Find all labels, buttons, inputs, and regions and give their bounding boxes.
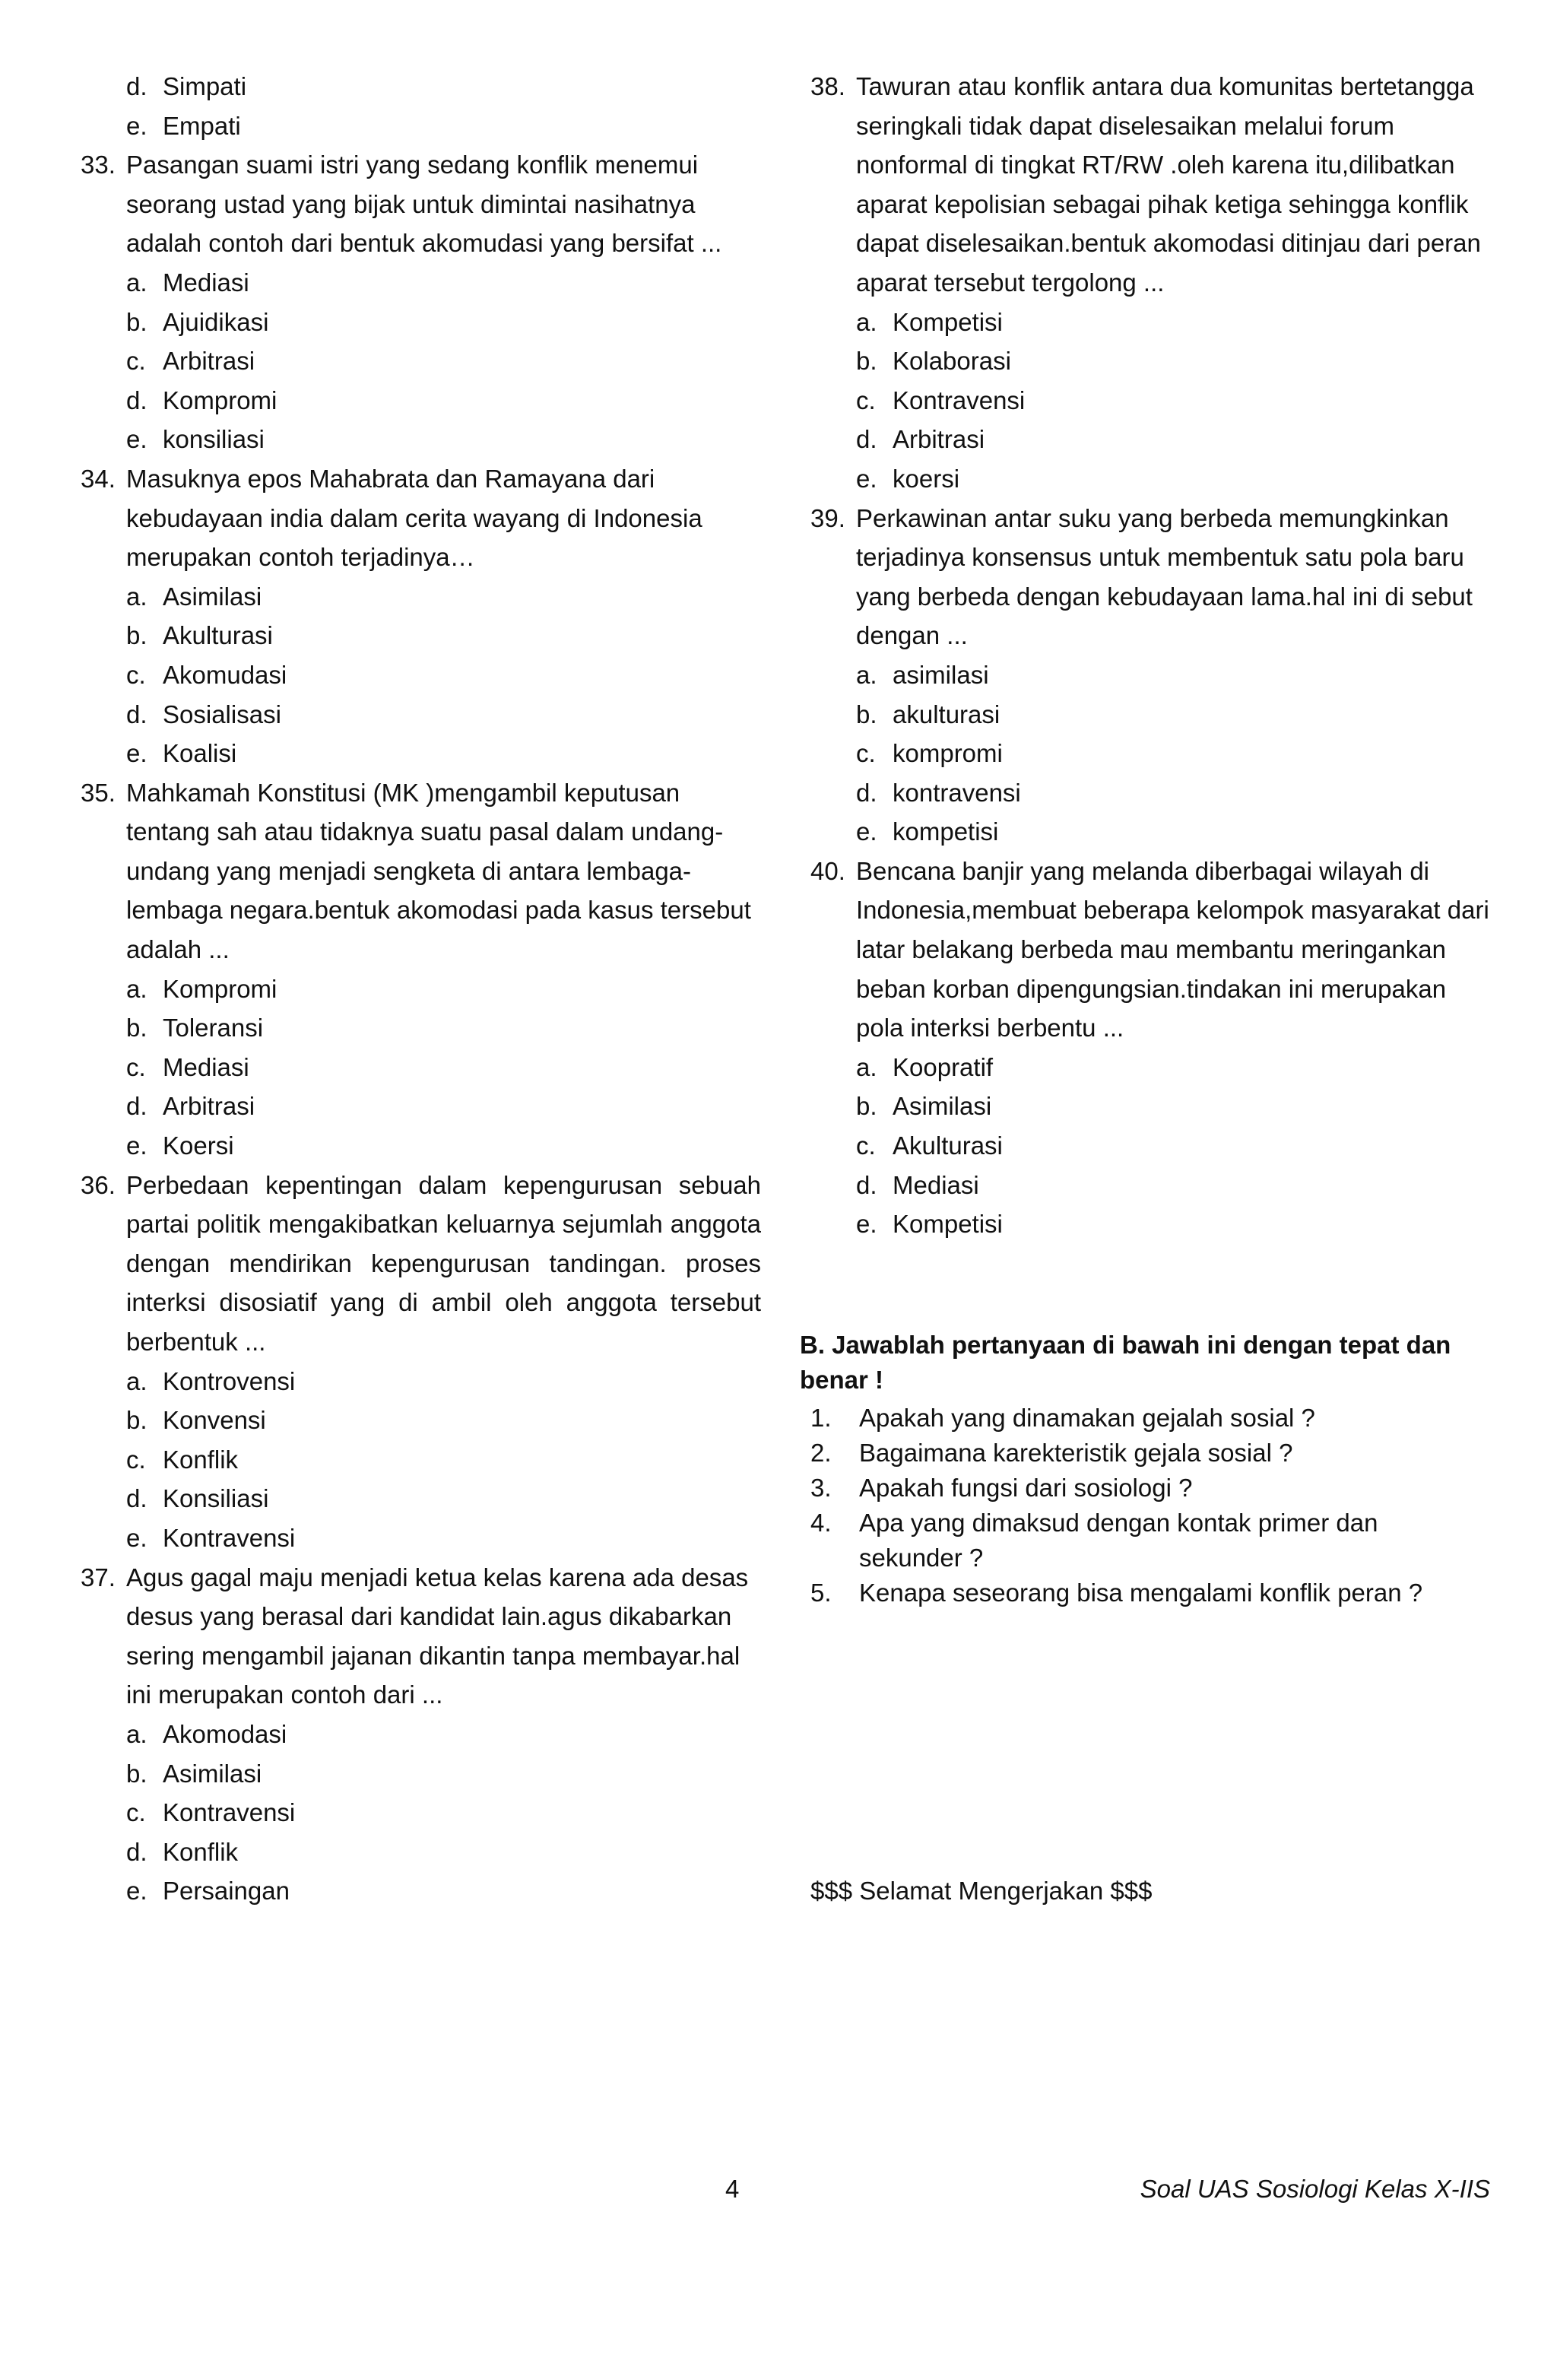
- option-letter: e.: [126, 111, 147, 140]
- option-text: Kontrovensi: [163, 1366, 296, 1395]
- option-letter: d.: [126, 1837, 147, 1866]
- question-row: [81, 1558, 761, 1715]
- question-item: [81, 67, 761, 145]
- essay-text: Kenapa seseorang bisa mengalami konflik peran ?: [859, 1579, 1423, 1607]
- option-letter: d.: [126, 1092, 147, 1121]
- question-text: Pasangan suami istri yang sedang konflik menemui seorang ustad yang bijak untuk dimintai nasihatnya adalah contoh dari bentuk akomudasi yang bersifat ...: [126, 151, 722, 258]
- option-text: konsiliasi: [163, 425, 265, 454]
- option-text: Akomudasi: [163, 660, 287, 689]
- left-column: [81, 67, 761, 1911]
- page-number: 4: [725, 2175, 740, 2203]
- answer-option: [81, 1126, 761, 1166]
- answer-option: [81, 1401, 761, 1440]
- option-text: Akomodasi: [163, 1719, 287, 1748]
- answer-option: [81, 1518, 761, 1558]
- option-text: kompetisi: [893, 817, 999, 846]
- question-number: 36.: [81, 1170, 116, 1199]
- question-text: Masuknya epos Mahabrata dan Ramayana dari kebudayaan india dalam cerita wayang di Indonesia merupakan contoh terjadinya…: [126, 464, 702, 572]
- question-number: 33.: [81, 151, 116, 179]
- answer-option: [810, 459, 1495, 499]
- option-text: Asimilasi: [893, 1092, 992, 1121]
- answer-option: [810, 1087, 1495, 1126]
- essay-question: [800, 1471, 1484, 1506]
- question-row: [810, 499, 1495, 655]
- option-letter: a.: [856, 660, 877, 689]
- option-letter: c.: [126, 660, 146, 689]
- answer-option: [81, 106, 761, 146]
- option-letter: a.: [126, 1366, 147, 1395]
- option-letter: e.: [126, 1131, 147, 1160]
- option-letter: a.: [856, 1052, 877, 1081]
- option-letter: a.: [126, 268, 147, 297]
- answer-option: [810, 1048, 1495, 1087]
- essay-text: Apakah yang dinamakan gejalah sosial ?: [859, 1404, 1315, 1432]
- option-text: akulturasi: [893, 700, 1000, 728]
- answer-option: [81, 1479, 761, 1518]
- option-text: Simpati: [163, 72, 247, 100]
- answer-option: [810, 734, 1495, 773]
- option-text: Mediasi: [893, 1170, 979, 1199]
- answer-option: [810, 341, 1495, 381]
- option-letter: c.: [126, 1052, 146, 1081]
- answer-option: [81, 969, 761, 1009]
- option-letter: e.: [856, 464, 877, 493]
- answer-option: [81, 420, 761, 459]
- option-text: Koopratif: [893, 1052, 994, 1081]
- essay-question: [800, 1506, 1484, 1576]
- option-letter: b.: [126, 1014, 147, 1042]
- answer-option: [81, 1440, 761, 1480]
- essay-number: 5.: [810, 1579, 832, 1607]
- question-text: Perbedaan kepentingan dalam kepengurusan sebuah partai politik mengakibatkan keluarnya sejumlah anggota dengan mendirikan kepengurusan tandingan. proses interksi disosiatif yang di ambil oleh anggota tersebut berbentuk ...: [126, 1170, 761, 1356]
- answer-option: [810, 695, 1495, 735]
- option-text: Kompetisi: [893, 1210, 1003, 1239]
- question-item: [81, 459, 761, 773]
- option-text: Akulturasi: [163, 621, 273, 650]
- answer-option: [81, 1048, 761, 1087]
- answer-option: [81, 1754, 761, 1794]
- option-letter: e.: [126, 1877, 147, 1906]
- option-letter: a.: [126, 974, 147, 1003]
- option-letter: e.: [856, 817, 877, 846]
- option-letter: d.: [126, 700, 147, 728]
- essay-question: [800, 1576, 1484, 1610]
- answer-option: [81, 263, 761, 303]
- essay-number: 1.: [810, 1404, 832, 1432]
- answer-option: [81, 1008, 761, 1048]
- question-text: Perkawinan antar suku yang berbeda memungkinkan terjadinya konsensus untuk membentuk satu pola baru yang berbeda dengan kebudayaan lama.hal ini di sebut dengan ...: [856, 503, 1473, 650]
- question-row: [81, 145, 761, 263]
- question-item: [81, 1166, 761, 1558]
- option-letter: d.: [126, 386, 147, 414]
- question-text: Agus gagal maju menjadi ketua kelas karena ada desas desus yang berasal dari kandidat lain.agus dikabarkan sering mengambil jajanan dikantin tanpa membayar.hal ini merupakan contoh dari ...: [126, 1563, 749, 1709]
- answer-option: [81, 577, 761, 617]
- answer-option: [81, 67, 761, 106]
- question-row: [81, 1166, 761, 1362]
- question-number: 38.: [810, 72, 845, 100]
- option-letter: a.: [856, 307, 877, 336]
- option-letter: d.: [856, 778, 877, 807]
- question-text: Mahkamah Konstitusi (MK )mengambil keputusan tentang sah atau tidaknya suatu pasal dalam undang-undang yang menjadi sengketa di antara lembaga-lembaga negara.bentuk akomodasi pada kasus tersebut adalah ...: [126, 778, 751, 964]
- answer-option: [810, 381, 1495, 420]
- answer-option: [81, 303, 761, 342]
- essay-number: 3.: [810, 1474, 832, 1502]
- question-row: [81, 459, 761, 577]
- answer-option: [81, 616, 761, 655]
- option-text: Konsiliasi: [163, 1484, 269, 1513]
- question-item: [810, 499, 1495, 852]
- option-text: Arbitrasi: [893, 425, 985, 454]
- essay-text: Apa yang dimaksud dengan kontak primer dan sekunder ?: [859, 1509, 1378, 1572]
- option-text: Kolaborasi: [893, 347, 1011, 376]
- option-text: asimilasi: [893, 660, 989, 689]
- option-text: koersi: [893, 464, 960, 493]
- option-text: Kompromi: [163, 386, 277, 414]
- essay-text: Bagaimana karekteristik gejala sosial ?: [859, 1439, 1293, 1467]
- question-number: 37.: [81, 1563, 116, 1591]
- closing-message: $$$ Selamat Mengerjakan $$$: [810, 1877, 1153, 1905]
- option-letter: e.: [126, 1523, 147, 1552]
- essay-number: 4.: [810, 1509, 832, 1537]
- option-letter: e.: [126, 425, 147, 454]
- answer-option: [81, 1715, 761, 1754]
- question-item: [81, 145, 761, 459]
- essay-question: [800, 1436, 1484, 1471]
- option-text: Sosialisasi: [163, 700, 281, 728]
- essay-number: 2.: [810, 1439, 832, 1467]
- option-letter: d.: [856, 1170, 877, 1199]
- answer-option: [81, 381, 761, 420]
- option-text: Asimilasi: [163, 1759, 262, 1788]
- option-text: Mediasi: [163, 268, 249, 297]
- option-letter: e.: [126, 739, 147, 768]
- option-letter: e.: [856, 1210, 877, 1239]
- question-item: [81, 773, 761, 1166]
- option-letter: b.: [856, 1092, 877, 1121]
- essay-section: [800, 1328, 1484, 1610]
- answer-option: [81, 1871, 761, 1911]
- question-number: 39.: [810, 503, 845, 532]
- option-text: Toleransi: [163, 1014, 264, 1042]
- essay-section-title: B. Jawablah pertanyaan di bawah ini dengan tepat dan benar !: [800, 1331, 1451, 1394]
- option-letter: a.: [126, 582, 147, 611]
- option-text: Konvensi: [163, 1406, 266, 1435]
- option-text: Arbitrasi: [163, 347, 255, 376]
- option-text: Persaingan: [163, 1877, 290, 1906]
- question-text: Bencana banjir yang melanda diberbagai wilayah di Indonesia,membuat beberapa kelompok masyarakat dari latar belakang berbeda mau membantu meringankan beban korban dipengungsian.tindakan ini merupakan pola interksi berbentu ...: [856, 856, 1489, 1042]
- option-letter: c.: [126, 1798, 146, 1827]
- question-row: [810, 852, 1495, 1048]
- question-number: 35.: [81, 778, 116, 807]
- question-item: [810, 852, 1495, 1244]
- option-letter: b.: [126, 1759, 147, 1788]
- option-text: Mediasi: [163, 1052, 249, 1081]
- essay-list: [800, 1401, 1484, 1610]
- answer-option: [810, 655, 1495, 695]
- option-letter: c.: [126, 1445, 146, 1474]
- question-number: 40.: [810, 856, 845, 885]
- option-letter: b.: [126, 307, 147, 336]
- answer-option: [81, 1362, 761, 1401]
- answer-option: [810, 812, 1495, 852]
- option-text: Asimilasi: [163, 582, 262, 611]
- option-letter: c.: [856, 386, 876, 414]
- answer-option: [810, 303, 1495, 342]
- option-text: kompromi: [893, 739, 1003, 768]
- option-text: Kontravensi: [893, 386, 1026, 414]
- answer-option: [81, 341, 761, 381]
- answer-option: [81, 655, 761, 695]
- answer-option: [81, 1833, 761, 1872]
- option-letter: d.: [856, 425, 877, 454]
- option-letter: b.: [856, 347, 877, 376]
- option-text: Koalisi: [163, 739, 237, 768]
- question-number: 34.: [81, 464, 116, 493]
- question-row: [81, 773, 761, 969]
- option-text: Koersi: [163, 1131, 234, 1160]
- answer-option: [81, 695, 761, 735]
- question-row: [810, 67, 1495, 303]
- option-letter: b.: [856, 700, 877, 728]
- option-text: Kompetisi: [893, 307, 1003, 336]
- right-column: [810, 67, 1495, 1244]
- essay-text: Apakah fungsi dari sosiologi ?: [859, 1474, 1193, 1502]
- option-letter: c.: [856, 1131, 876, 1160]
- option-text: kontravensi: [893, 778, 1021, 807]
- answer-option: [81, 1087, 761, 1126]
- answer-option: [810, 1166, 1495, 1205]
- answer-option: [810, 1126, 1495, 1166]
- option-letter: d.: [126, 72, 147, 100]
- footer-title: Soal UAS Sosiologi Kelas X-IIS: [1140, 2175, 1490, 2203]
- option-text: Konflik: [163, 1837, 239, 1866]
- question-item: [81, 1558, 761, 1911]
- essay-question: [800, 1401, 1484, 1436]
- answer-option: [810, 773, 1495, 813]
- question-text: Tawuran atau konflik antara dua komunitas bertetangga seringkali tidak dapat diselesaikan melalui forum nonformal di tingkat RT/RW .oleh karena itu,dilibatkan aparat kepolisian sebagai pihak ketiga sehingga konflik dapat diselesaikan.bentuk akomodasi ditinjau dari peran aparat tersebut tergolong ...: [856, 72, 1481, 297]
- option-text: Ajuidikasi: [163, 307, 269, 336]
- answer-option: [810, 420, 1495, 459]
- option-letter: b.: [126, 621, 147, 650]
- option-text: Konflik: [163, 1445, 239, 1474]
- answer-option: [810, 1204, 1495, 1244]
- option-text: Kontravensi: [163, 1798, 296, 1827]
- option-letter: d.: [126, 1484, 147, 1513]
- option-letter: b.: [126, 1406, 147, 1435]
- option-text: Kompromi: [163, 974, 277, 1003]
- option-letter: c.: [856, 739, 876, 768]
- answer-option: [81, 1793, 761, 1833]
- option-text: Akulturasi: [893, 1131, 1003, 1160]
- option-text: Kontravensi: [163, 1523, 296, 1552]
- answer-option: [81, 734, 761, 773]
- option-letter: a.: [126, 1719, 147, 1748]
- option-text: Arbitrasi: [163, 1092, 255, 1121]
- option-text: Empati: [163, 111, 241, 140]
- option-letter: c.: [126, 347, 146, 376]
- question-item: [810, 67, 1495, 499]
